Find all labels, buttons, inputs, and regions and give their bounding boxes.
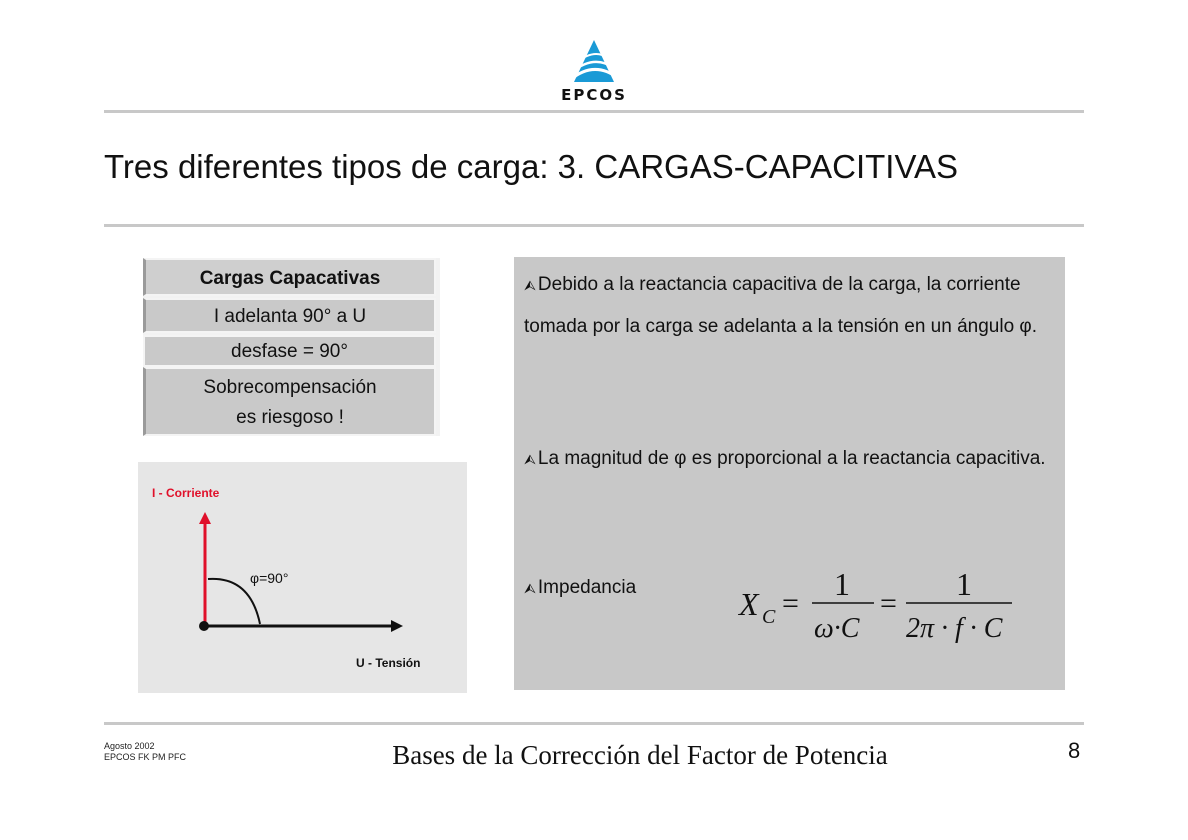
formula-den-1: ω·C bbox=[814, 613, 860, 644]
formula-sub: C bbox=[762, 606, 776, 628]
warning-line-2: es riesgoso ! bbox=[236, 407, 344, 428]
phasor-svg bbox=[138, 462, 467, 693]
bullet-arrow-icon: ⮙ bbox=[524, 278, 536, 294]
footer-date: Agosto 2002 bbox=[104, 741, 155, 751]
table-row-phase: desfase = 90° bbox=[143, 335, 436, 367]
table-row-lead: I adelanta 90° a U bbox=[143, 298, 436, 333]
formula-eq-2: = bbox=[880, 587, 897, 620]
bullet-reactance bbox=[524, 265, 1059, 347]
bullet-reactance-text: Debido a la reactancia capacitiva de la carga, la corriente tomada por la carga se adelanta a la tensión en un ángulo φ. bbox=[524, 274, 1038, 337]
bullet-arrow-icon: ⮙ bbox=[524, 452, 536, 468]
explanation-panel bbox=[514, 257, 1065, 690]
bullet-magnitude bbox=[524, 439, 1059, 481]
formula-num-2: 1 bbox=[956, 566, 972, 602]
formula-num-1: 1 bbox=[834, 566, 850, 602]
current-label: I - Corriente bbox=[152, 486, 220, 500]
phasor-diagram bbox=[138, 462, 467, 693]
epcos-logo bbox=[548, 38, 640, 108]
logo-triangle-icon bbox=[548, 38, 640, 86]
formula-den-2: 2π · f · C bbox=[906, 613, 1003, 644]
warning-line-1: Sobrecompensación bbox=[203, 377, 377, 398]
title-divider bbox=[104, 224, 1084, 227]
footer-divider bbox=[104, 722, 1084, 725]
capacitive-loads-table bbox=[143, 258, 440, 436]
voltage-arrowhead bbox=[391, 620, 403, 632]
bullet-impedance-text: Impedancia bbox=[537, 577, 637, 598]
page-number: 8 bbox=[1068, 738, 1081, 763]
table-row-warning bbox=[143, 367, 436, 436]
footer-title: Bases de la Corrección del Factor de Potencia bbox=[392, 740, 888, 770]
table-header: Cargas Capacativas bbox=[143, 258, 436, 296]
bullet-magnitude-text: La magnitud de φ es proporcional a la reactancia capacitiva. bbox=[537, 448, 1046, 469]
footer-dept: EPCOS FK PM PFC bbox=[104, 752, 187, 762]
angle-label: φ=90° bbox=[250, 570, 289, 586]
voltage-label: U - Tensión bbox=[356, 656, 421, 670]
footer-meta bbox=[104, 741, 186, 763]
page-title: Tres diferentes tipos de carga: 3. CARGAS-CAPACITIVAS bbox=[104, 148, 959, 185]
top-divider bbox=[104, 110, 1084, 113]
origin-dot bbox=[199, 621, 209, 631]
formula-eq-1: = bbox=[782, 587, 799, 620]
formula-lhs: X bbox=[739, 586, 759, 622]
logo-text: EPCOS bbox=[561, 86, 627, 104]
impedance-formula bbox=[734, 557, 1034, 657]
bullet-arrow-icon: ⮙ bbox=[524, 581, 536, 597]
current-arrowhead bbox=[199, 512, 211, 524]
